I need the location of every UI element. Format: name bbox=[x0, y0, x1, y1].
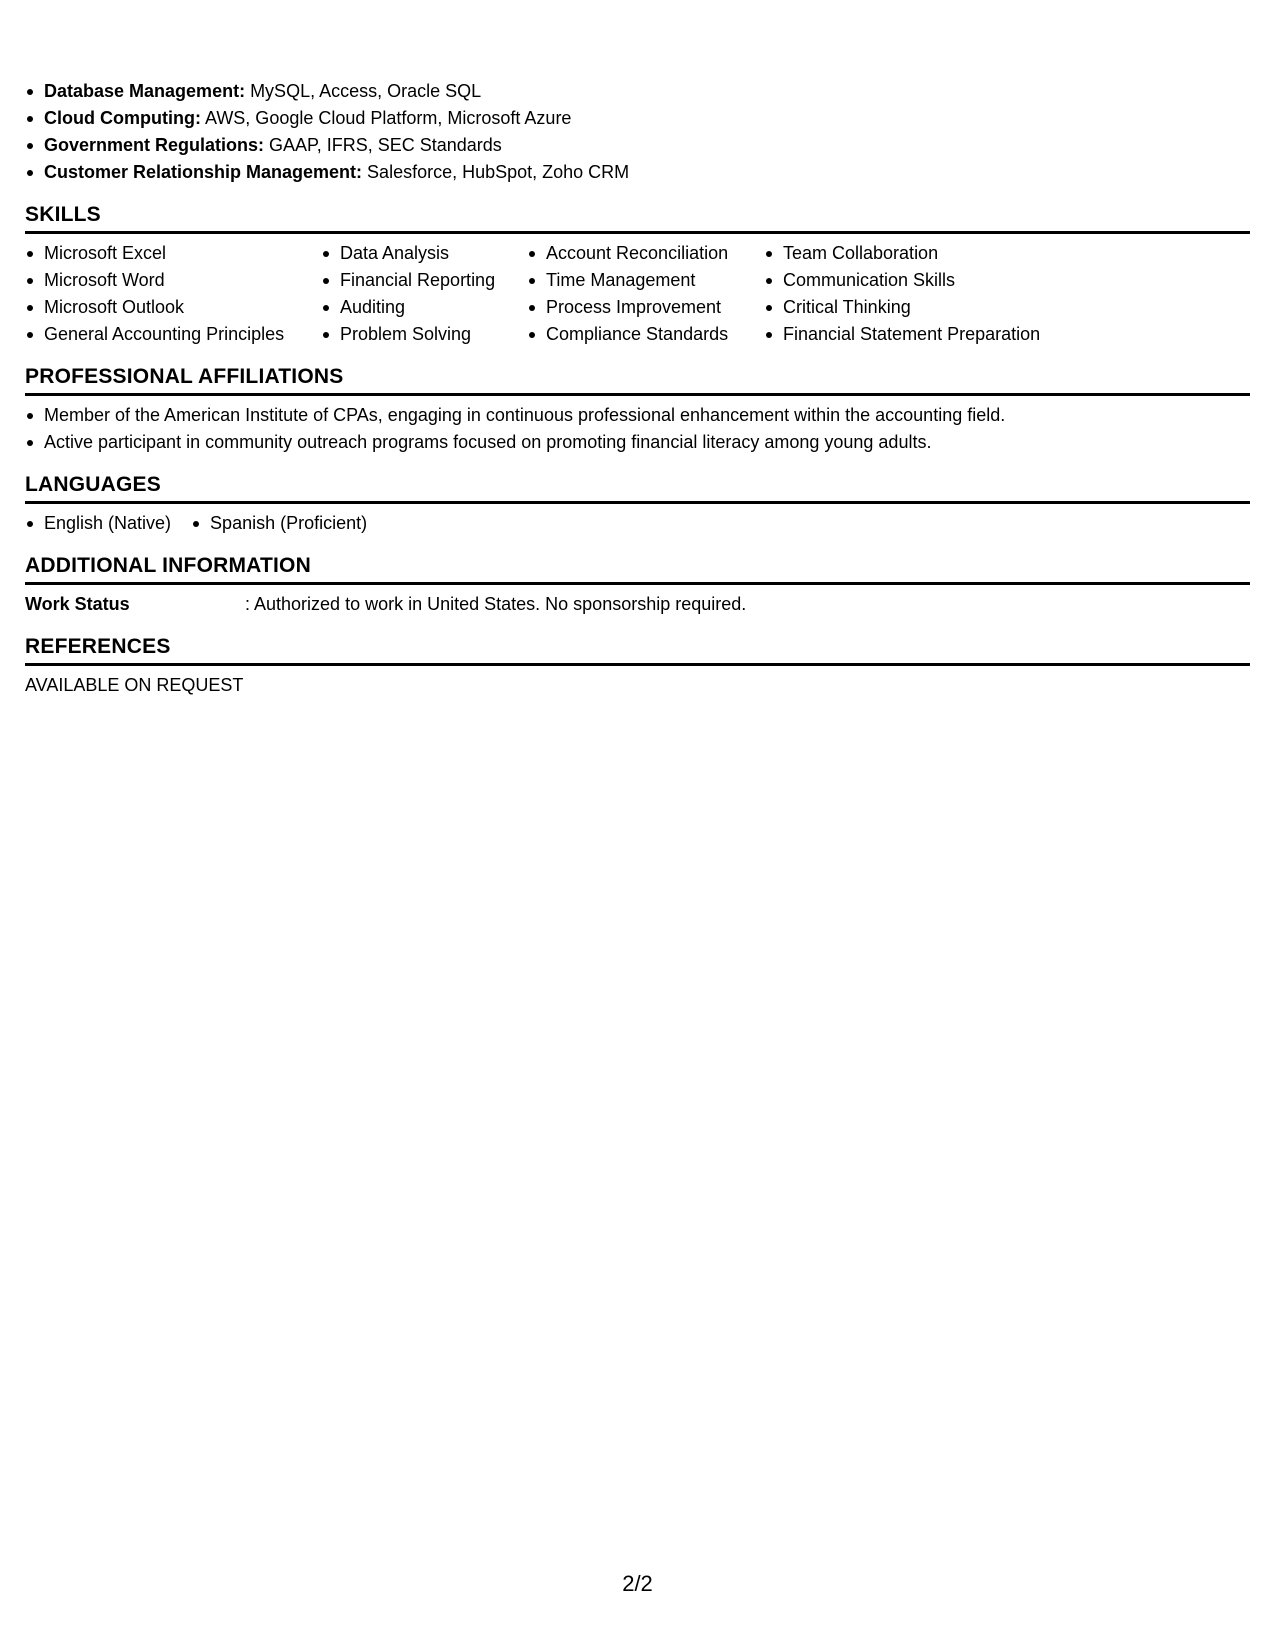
work-status-row bbox=[25, 591, 1250, 618]
item-key: Government Regulations: bbox=[44, 135, 265, 155]
list-item bbox=[25, 78, 1250, 105]
skills-column bbox=[764, 240, 1064, 348]
work-status-value: : Authorized to work in United States. No sponsorship required. bbox=[245, 594, 747, 614]
skills-grid bbox=[25, 240, 1250, 348]
item-value: Salesforce, HubSpot, Zoho CRM bbox=[362, 162, 630, 182]
affiliations-list bbox=[25, 402, 1250, 456]
item-value: GAAP, IFRS, SEC Standards bbox=[264, 135, 502, 155]
skill-item: Compliance Standards bbox=[527, 321, 764, 348]
references-text: AVAILABLE ON REQUEST bbox=[25, 675, 244, 695]
skills-column bbox=[527, 240, 764, 348]
skill-item: General Accounting Principles bbox=[25, 321, 321, 348]
item-value: AWS, Google Cloud Platform, Microsoft Azure bbox=[200, 108, 572, 128]
skill-item: Team Collaboration bbox=[764, 240, 1064, 267]
language-item: English (Native) bbox=[25, 510, 171, 537]
skill-item: Financial Reporting bbox=[321, 267, 527, 294]
skill-item: Microsoft Excel bbox=[25, 240, 321, 267]
skill-item: Problem Solving bbox=[321, 321, 527, 348]
list-item bbox=[25, 105, 1250, 132]
skill-item: Financial Statement Preparation bbox=[764, 321, 1064, 348]
language-item: Spanish (Proficient) bbox=[191, 510, 367, 537]
item-key: Database Management: bbox=[44, 81, 246, 101]
skill-item: Communication Skills bbox=[764, 267, 1064, 294]
work-status-label: Work Status bbox=[25, 594, 130, 614]
section-title-references: REFERENCES bbox=[25, 630, 1250, 666]
section-title-languages: LANGUAGES bbox=[25, 468, 1250, 504]
list-item: Active participant in community outreach programs focused on promoting financial literacy among young adults. bbox=[25, 429, 1250, 456]
skill-item: Account Reconciliation bbox=[527, 240, 764, 267]
skill-item: Data Analysis bbox=[321, 240, 527, 267]
skill-item: Auditing bbox=[321, 294, 527, 321]
section-title-skills: SKILLS bbox=[25, 198, 1250, 234]
skills-column bbox=[25, 240, 321, 348]
item-key: Customer Relationship Management: bbox=[44, 162, 363, 182]
skill-item: Critical Thinking bbox=[764, 294, 1064, 321]
skills-column bbox=[321, 240, 527, 348]
skill-item: Microsoft Word bbox=[25, 267, 321, 294]
list-item bbox=[25, 159, 1250, 186]
technical-skills-list bbox=[25, 78, 1250, 186]
languages-list bbox=[25, 510, 1250, 537]
section-title-affiliations: PROFESSIONAL AFFILIATIONS bbox=[25, 360, 1250, 396]
resume-page bbox=[25, 78, 1250, 699]
page-number: 2/2 bbox=[622, 1571, 653, 1596]
skill-item: Process Improvement bbox=[527, 294, 764, 321]
skill-item: Time Management bbox=[527, 267, 764, 294]
skill-item: Microsoft Outlook bbox=[25, 294, 321, 321]
list-item: Member of the American Institute of CPAs, engaging in continuous professional enhancement within the accounting field. bbox=[25, 402, 1250, 429]
section-title-additional-information: ADDITIONAL INFORMATION bbox=[25, 549, 1250, 585]
item-key: Cloud Computing: bbox=[44, 108, 201, 128]
item-value: MySQL, Access, Oracle SQL bbox=[245, 81, 482, 101]
list-item bbox=[25, 132, 1250, 159]
